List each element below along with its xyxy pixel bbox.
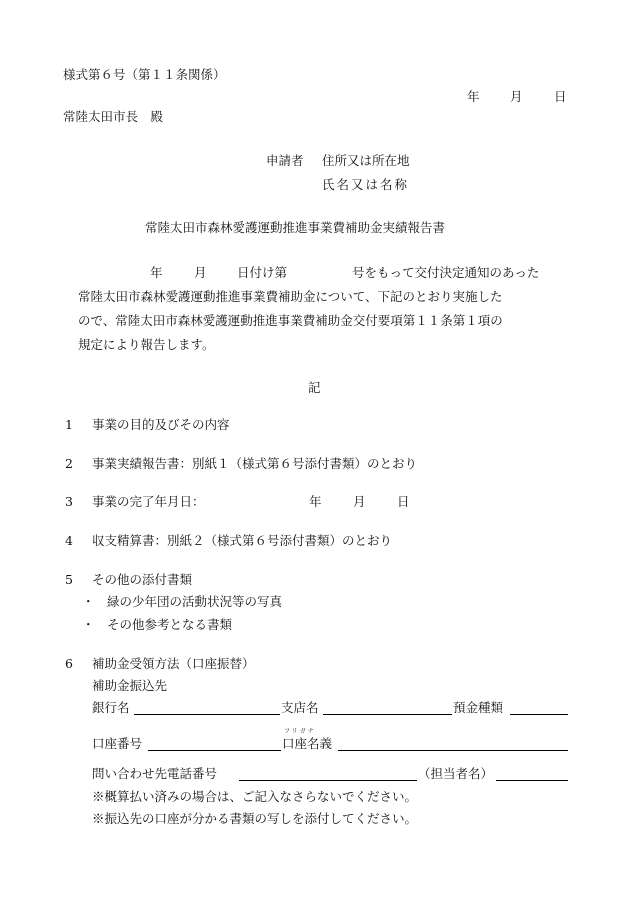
intro-dated-no: 日付け第 bbox=[237, 265, 288, 280]
account-holder-field[interactable] bbox=[338, 750, 568, 751]
branch-name-field[interactable] bbox=[323, 714, 452, 715]
contact-phone-label: 問い合わせ先電話番号 bbox=[92, 766, 218, 781]
item-number: 4 bbox=[65, 533, 73, 548]
document-title: 常陸太田市森林愛護運動推進事業費補助金実績報告書 bbox=[145, 220, 446, 235]
item-number: 5 bbox=[65, 572, 73, 587]
bank-destination-label: 補助金振込先 bbox=[92, 678, 168, 693]
contact-phone-field[interactable] bbox=[239, 780, 417, 781]
attachment-reference-docs: その他参考となる書類 bbox=[107, 617, 233, 632]
branch-name-label: 支店名 bbox=[281, 700, 319, 715]
intro-line-3: ので、常陸太田市森林愛護運動推進事業費補助金交付要項第１１条第１項の bbox=[78, 313, 503, 328]
date-month-label: 月 bbox=[510, 89, 523, 104]
completion-day: 日 bbox=[397, 494, 410, 509]
account-holder-label: 口座名義 bbox=[282, 736, 333, 751]
attachment-photos: 緑の少年団の活動状況等の写真 bbox=[107, 594, 283, 609]
intro-line-2: 常陸太田市森林愛護運動推進事業費補助金について、下記のとおり実施した bbox=[78, 289, 503, 304]
item-settlement: 収支精算書：別紙２（様式第６号添付書類）のとおり bbox=[92, 533, 393, 548]
contact-person-field[interactable] bbox=[496, 780, 568, 781]
account-number-label: 口座番号 bbox=[92, 736, 143, 751]
item-number: 3 bbox=[65, 494, 73, 509]
item-performance-report: 事業実績報告書：別紙１（様式第６号添付書類）のとおり bbox=[92, 456, 418, 471]
item-purpose: 事業の目的及びその内容 bbox=[92, 417, 230, 432]
note-attach-copy: ※振込先の口座が分かる書類の写しを添付してください。 bbox=[92, 811, 418, 826]
form-number: 様式第６号（第１１条関係） bbox=[63, 67, 226, 82]
ki-heading: 記 bbox=[308, 380, 321, 395]
date-year-label: 年 bbox=[467, 89, 480, 104]
bullet: ・ bbox=[82, 594, 95, 609]
item-other-attachments: その他の添付書類 bbox=[92, 572, 193, 587]
bank-name-field[interactable] bbox=[134, 714, 280, 715]
applicant-label: 申請者 bbox=[266, 153, 304, 168]
note-advance-payment: ※概算払い済みの場合は、ご記入なさらないでください。 bbox=[92, 789, 418, 804]
item-completion-date: 事業の完了年月日： bbox=[92, 494, 205, 509]
address-label: 住所又は所在地 bbox=[322, 153, 410, 168]
intro-line-4: 規定により報告します。 bbox=[78, 337, 215, 352]
furigana-label: フリガナ bbox=[284, 728, 316, 735]
date-day-label: 日 bbox=[554, 89, 567, 104]
intro-suffix: 号をもって交付決定通知のあった bbox=[352, 265, 540, 280]
deposit-type-field[interactable] bbox=[510, 714, 568, 715]
bullet: ・ bbox=[82, 617, 95, 632]
bank-name-label: 銀行名 bbox=[92, 700, 130, 715]
intro-year: 年 bbox=[150, 265, 163, 280]
item-number: 6 bbox=[65, 656, 73, 671]
item-number: 2 bbox=[65, 456, 73, 471]
deposit-type-label: 預金種類 bbox=[453, 700, 504, 715]
completion-month: 月 bbox=[353, 494, 366, 509]
name-label: 氏名又は名称 bbox=[322, 177, 410, 192]
completion-year: 年 bbox=[309, 494, 322, 509]
account-number-field[interactable] bbox=[148, 750, 281, 751]
contact-person-label: （担当者名） bbox=[418, 766, 494, 781]
item-number: 1 bbox=[65, 417, 73, 432]
intro-month: 月 bbox=[194, 265, 207, 280]
item-payment-method: 補助金受領方法（口座振替） bbox=[92, 656, 255, 671]
addressee: 常陸太田市長 殿 bbox=[63, 109, 164, 124]
